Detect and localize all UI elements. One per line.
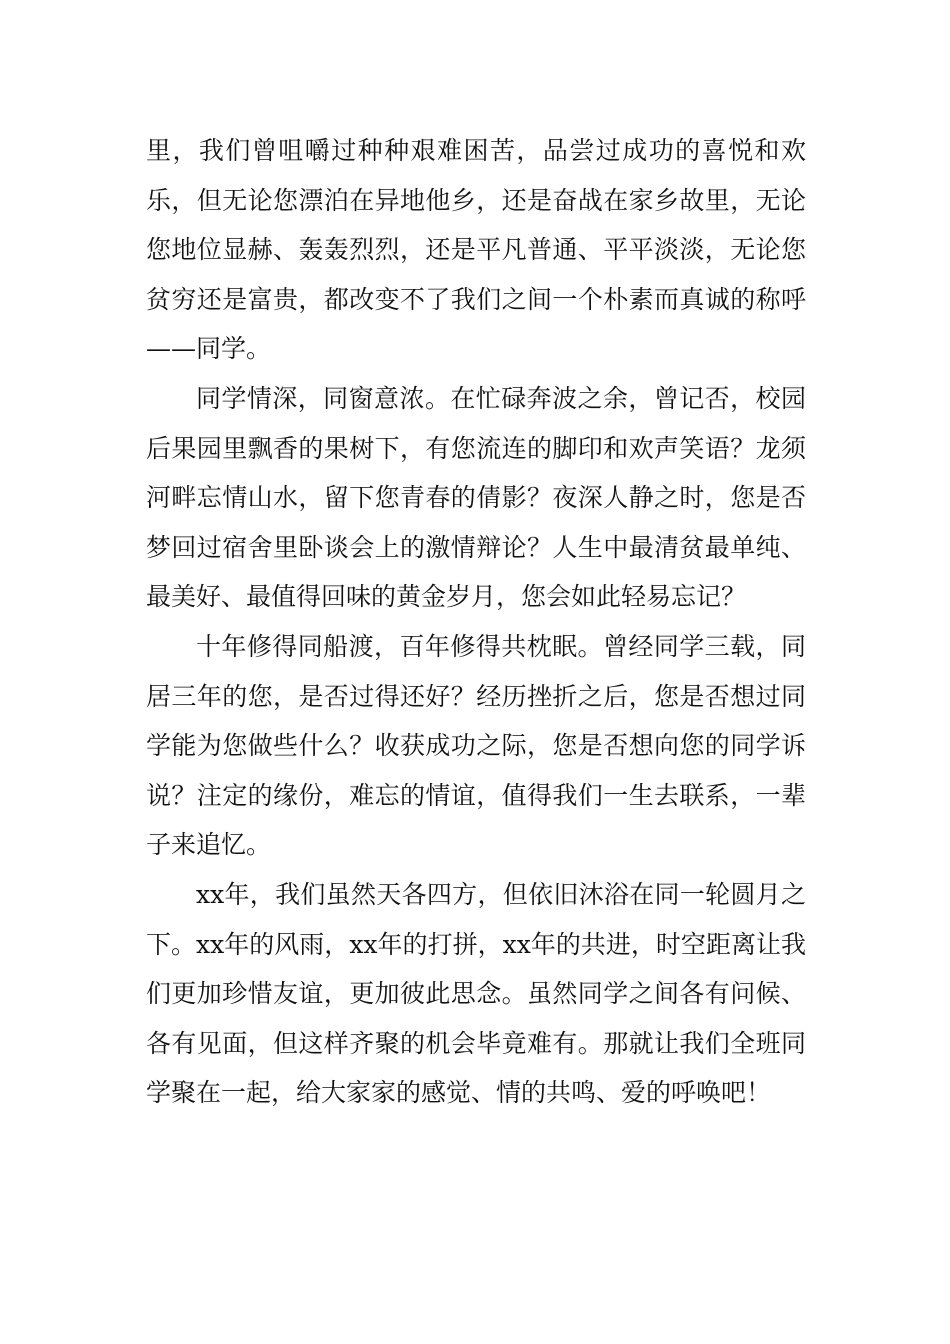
paragraph-4: xx年，我们虽然天各四方，但依旧沐浴在同一轮圆月之下。xx年的风雨，xx年的打拼，xx年的共进，时空距离让我们更加珍惜友谊，更加彼此思念。虽然同学之间各有问候、各有见面，但这样齐聚的机会毕竟难有。那就让我们全班同学聚在一起，给大家家的感觉、情的共鸣、爱的呼唤吧！ [146,879,806,1108]
document-body [146,126,806,1118]
paragraph-2: 同学情深，同窗意浓。在忙碌奔波之余，曾记否，校园后果园里飘香的果树下，有您流连的脚印和欢声笑语？龙须河畔忘情山水，留下您青春的倩影？夜深人静之时，您是否梦回过宿舍里卧谈会上的激情辩论？人生中最清贫最单纯、最美好、最值得回味的黄金岁月，您会如此轻易忘记？ [146,383,806,612]
paragraph-1: 里，我们曾咀嚼过种种艰难困苦，品尝过成功的喜悦和欢乐，但无论您漂泊在异地他乡，还是奋战在家乡故里，无论您地位显赫、轰轰烈烈，还是平凡普通、平平淡淡，无论您贫穷还是富贵，都改变不了我们之间一个朴素而真诚的称呼——同学。 [146,136,806,364]
paragraph-3: 十年修得同船渡，百年修得共枕眠。曾经同学三载，同居三年的您，是否过得还好？经历挫折之后，您是否想过同学能为您做些什么？收获成功之际，您是否想向您的同学诉说？注定的缘份，难忘的情谊，值得我们一生去联系，一辈子来追忆。 [146,631,806,860]
